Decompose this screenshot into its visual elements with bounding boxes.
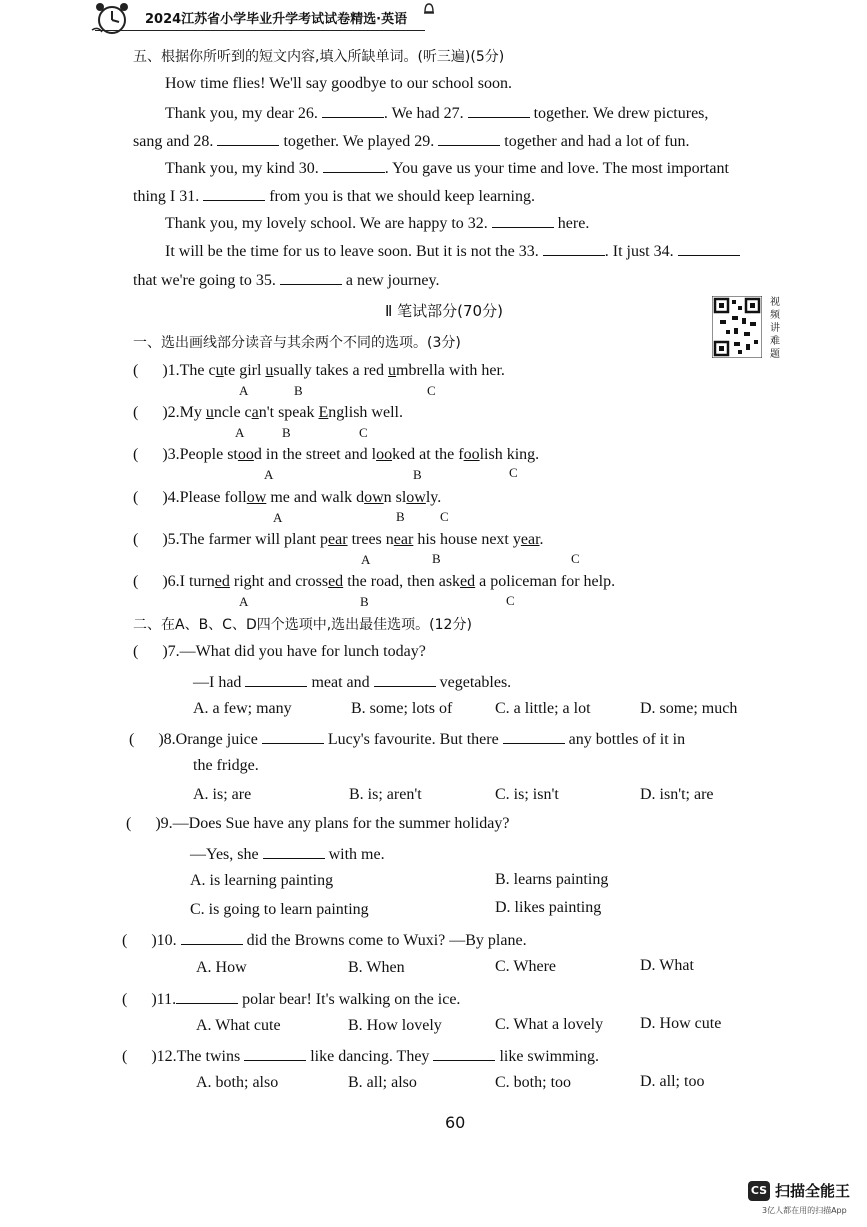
question-1: ( )1.The cute girl usually takes a red umbrella with her. (133, 362, 505, 379)
marker-a: A (235, 425, 245, 440)
passage-line: How time flies! We'll say goodbye to our school soon. (165, 75, 513, 92)
question-7: ( )7.—What did you have for lunch today? (133, 643, 426, 660)
answer-blank[interactable] (176, 989, 238, 1004)
answer-blank[interactable] (503, 729, 565, 744)
option-c[interactable]: C. Where (495, 958, 557, 975)
answer-blank[interactable] (374, 672, 436, 687)
marker-c: C (440, 509, 449, 524)
answer-blank[interactable] (433, 1046, 495, 1061)
answer-blank[interactable] (262, 729, 324, 744)
option-b[interactable]: B. all; also (348, 1074, 417, 1091)
option-c[interactable]: C. is; isn't (495, 786, 559, 803)
question-2: ( )2.My uncle can't speak English well. (133, 404, 403, 421)
answer-paren[interactable]: ( (133, 362, 163, 379)
alarm-clock-logo-icon (88, 0, 134, 38)
option-a[interactable]: A. What cute (196, 1017, 281, 1034)
option-a[interactable]: A. both; also (196, 1074, 279, 1091)
question-11: ( )11. polar bear! It's walking on the ice. (122, 991, 461, 1008)
passage-line: It will be the time for us to leave soon. But it is not the 33. . It just 34. (165, 241, 740, 261)
marker-b: B (413, 467, 422, 482)
answer-blank-28[interactable] (217, 131, 279, 146)
answer-paren[interactable]: ( (133, 489, 163, 506)
question-7-reply: —I had meat and vegetables. (193, 674, 512, 691)
answer-blank[interactable] (263, 844, 325, 859)
passage-line: thing I 31. from you is that we should keep learning. (133, 188, 535, 205)
option-b[interactable]: B. learns painting (495, 871, 609, 888)
option-c[interactable]: C. What a lovely (495, 1016, 604, 1033)
section1-heading: 一、选出画线部分读音与其余两个不同的选项。(3分) (133, 335, 461, 351)
option-d[interactable]: D. likes painting (495, 899, 602, 916)
header-divider (95, 30, 425, 31)
header-title: 2024江苏省小学毕业升学考试试卷精选·英语 (145, 12, 408, 27)
option-d[interactable]: D. some; much (640, 700, 738, 717)
question-4: ( )4.Please follow me and walk down slowly. (133, 489, 442, 506)
marker-a: A (361, 552, 371, 567)
marker-a: A (239, 594, 249, 609)
question-10: ( )10. did the Browns come to Wuxi? —By plane. (122, 932, 527, 949)
passage-line: that we're going to 35. a new journey. (133, 272, 440, 289)
option-b[interactable]: B. How lovely (348, 1017, 442, 1034)
marker-b: B (432, 551, 441, 566)
answer-blank-33[interactable] (543, 241, 605, 256)
option-d[interactable]: D. all; too (640, 1073, 705, 1090)
answer-blank[interactable] (244, 1046, 306, 1061)
question-9-reply: —Yes, she with me. (190, 846, 385, 863)
option-c[interactable]: C. both; too (495, 1074, 572, 1091)
option-a[interactable]: A. a few; many (193, 700, 292, 717)
option-c[interactable]: C. is going to learn painting (190, 901, 369, 918)
answer-blank-34[interactable] (678, 241, 740, 256)
answer-blank[interactable] (245, 672, 307, 687)
marker-b: B (282, 425, 291, 440)
answer-blank-26[interactable] (322, 103, 384, 118)
answer-paren[interactable]: ( (122, 932, 152, 949)
question-3: ( )3.People stood in the street and looked at the foolish king. (133, 446, 540, 463)
question-8: ( )8.Orange juice Lucy's favourite. But there any bottles of it in (129, 731, 686, 748)
question-12: ( )12.The twins like dancing. They like swimming. (122, 1048, 599, 1065)
qr-code-icon[interactable] (712, 296, 762, 358)
option-d[interactable]: D. How cute (640, 1015, 722, 1032)
marker-a: A (273, 510, 283, 525)
answer-paren[interactable]: ( (133, 446, 163, 463)
option-a[interactable]: A. is learning painting (190, 872, 334, 889)
option-b[interactable]: B. is; aren't (349, 786, 422, 803)
marker-c: C (427, 383, 436, 398)
answer-paren[interactable]: ( (133, 404, 163, 421)
marker-c: C (509, 465, 518, 480)
section2-heading: 二、在A、B、C、D四个选项中,选出最佳选项。(12分) (133, 617, 472, 633)
marker-b: B (294, 383, 303, 398)
answer-paren[interactable]: ( (122, 991, 152, 1008)
passage-line: Thank you, my lovely school. We are happy to 32. here. (165, 215, 590, 232)
answer-paren[interactable]: ( (133, 643, 163, 660)
marker-a: A (264, 467, 274, 482)
answer-paren[interactable]: ( (133, 531, 163, 548)
part2-title: Ⅱ 笔试部分(70分) (385, 302, 503, 320)
bell-icon (422, 0, 436, 18)
option-b[interactable]: B. some; lots of (351, 700, 453, 717)
question-5: ( )5.The farmer will plant pear trees near his house next year. (133, 531, 544, 548)
question-6: ( )6.I turned right and crossed the road, then asked a policeman for help. (133, 573, 616, 590)
answer-blank-27[interactable] (468, 103, 530, 118)
answer-blank-35[interactable] (280, 270, 342, 285)
scanner-tagline: 3亿人都在用的扫描App (762, 1206, 847, 1215)
option-a[interactable]: A. is; are (193, 786, 252, 803)
answer-blank-30[interactable] (323, 158, 385, 173)
marker-b: B (396, 509, 405, 524)
answer-paren[interactable]: ( (126, 815, 156, 832)
option-d[interactable]: D. isn't; are (640, 786, 714, 803)
scanner-name: 扫描全能王 (775, 1182, 851, 1200)
page-number: 60 (445, 1113, 466, 1132)
marker-c: C (359, 425, 368, 440)
option-a[interactable]: A. How (196, 959, 247, 976)
question-9: ( )9.—Does Sue have any plans for the summer holiday? (126, 815, 510, 832)
answer-blank-31[interactable] (203, 186, 265, 201)
section5-heading: 五、根据你所听到的短文内容,填入所缺单词。(听三遍)(5分) (133, 49, 505, 65)
answer-paren[interactable]: ( (122, 1048, 152, 1065)
option-b[interactable]: B. When (348, 959, 405, 976)
marker-b: B (360, 594, 369, 609)
passage-line: Thank you, my dear 26. . We had 27. together. We drew pictures, (165, 105, 709, 122)
answer-blank[interactable] (181, 930, 243, 945)
option-d[interactable]: D. What (640, 957, 694, 974)
marker-c: C (571, 551, 580, 566)
answer-paren[interactable]: ( (129, 731, 159, 748)
question-8-cont: the fridge. (193, 757, 259, 774)
qr-label: 视频讲难题 (770, 297, 780, 360)
passage-line: Thank you, my kind 30. . You gave us your time and love. The most important (165, 160, 729, 177)
scanner-logo-icon: CS (748, 1181, 770, 1201)
answer-blank-32[interactable] (492, 213, 554, 228)
answer-blank-29[interactable] (438, 131, 500, 146)
option-c[interactable]: C. a little; a lot (495, 700, 591, 717)
marker-c: C (506, 593, 515, 608)
marker-a: A (239, 383, 249, 398)
passage-line: sang and 28. together. We played 29. together and had a lot of fun. (133, 133, 690, 150)
answer-paren[interactable]: ( (133, 573, 163, 590)
